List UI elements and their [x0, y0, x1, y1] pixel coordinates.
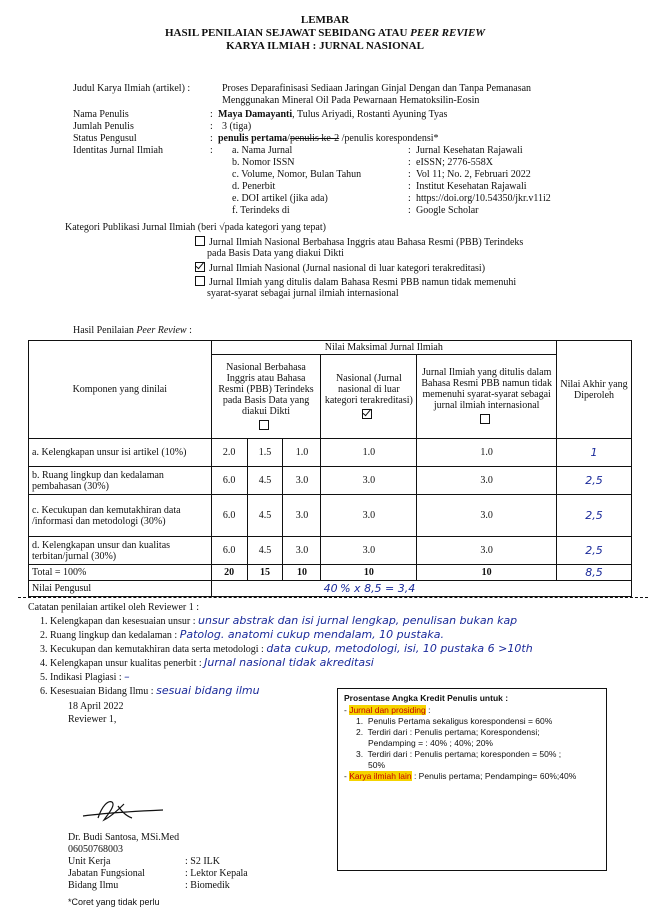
info-item3-line1: Terdiri dari : Penulis pertama; koresponden = 50% ;	[367, 749, 562, 759]
row-label: c. Kecukupan dan kemutakhiran data /informasi dan metodologi (30%)	[29, 495, 212, 537]
status-value	[218, 133, 439, 145]
total-final-handwritten: 8,5	[557, 565, 632, 581]
info-item1-text: Penulis Pertama sekaligus korespondensi = 60%	[367, 716, 553, 726]
penulis-colon: :	[210, 109, 213, 120]
journal-value-d: Institut Kesehatan Rajawali	[416, 181, 527, 192]
total-label: Total = 100%	[29, 565, 212, 581]
jumlah-value: 3 (tiga)	[222, 121, 252, 132]
col1-header-text: Nasional Berbahasa Inggris atau Bahasa Resmi (PBB) Terindeks pada Basis Data yang diakui Dikti	[218, 361, 314, 417]
cell: 4.5	[247, 467, 283, 495]
hasil-label-italic: Peer Review	[136, 325, 187, 336]
status-slash: /	[287, 133, 290, 144]
identitas-label: Identitas Jurnal Ilmiah	[73, 145, 163, 156]
cell: 6.0	[211, 495, 247, 537]
catatan-handwriting: data cukup, metodologi, isi, 10 pustaka 6 >10th	[266, 642, 533, 655]
final-score-handwritten: 1	[557, 439, 632, 467]
status-bold: penulis pertama	[218, 133, 288, 144]
pengusul-pct-handwritten: 40	[323, 582, 338, 595]
journal-value-e: https://doi.org/10.54350/jkr.v11i2	[416, 193, 551, 204]
checkbox-icon[interactable]	[259, 420, 269, 430]
kategori-option-2	[195, 262, 485, 275]
penulis-value	[218, 109, 447, 121]
divider	[18, 597, 648, 598]
journal-colon-f: :	[408, 205, 411, 216]
journal-key-b: b. Nomor ISSN	[232, 157, 295, 168]
jumlah-label: Jumlah Penulis	[73, 121, 134, 132]
info-item3: 3. Terdiri dari : Penulis pertama; koresponden = 50% ;	[356, 749, 562, 759]
table-row	[29, 537, 632, 565]
hasil-label-suffix: :	[186, 325, 192, 336]
catatan-item	[28, 656, 650, 670]
hasil-label-prefix: Hasil Penilaian	[73, 325, 137, 336]
cell: 6.0	[211, 467, 247, 495]
info-item2: 2. Terdiri dari : Penulis pertama; Korespondensi;	[356, 727, 540, 737]
journal-colon-c: :	[408, 169, 411, 180]
info-section1-highlight: Jurnal dan prosiding	[349, 705, 426, 715]
final-score-handwritten: 2,5	[557, 467, 632, 495]
score-table	[28, 340, 632, 597]
catatan-handwriting: Jurnal nasional tidak akreditasi	[204, 656, 374, 669]
journal-key-d: d. Penerbit	[232, 181, 276, 192]
checkbox-icon[interactable]	[480, 414, 490, 424]
pengusul-calculation	[211, 581, 631, 597]
kategori-option-2-text: Jurnal Ilmiah Nasional (Jurnal nasional di luar kategori terakreditasi)	[209, 263, 486, 274]
info-section2-highlight: Karya ilmiah lain	[349, 771, 412, 781]
cell: 4.5	[247, 495, 283, 537]
journal-colon-d: :	[408, 181, 411, 192]
catatan-label: 2. Ruang lingkup dan kedalaman :	[40, 630, 178, 641]
info-section1: - Jurnal dan prosiding :	[344, 705, 431, 715]
cell: 6.0	[211, 537, 247, 565]
komponen-header: Komponen yang dinilai	[29, 341, 212, 439]
info-item1: 1. Penulis Pertama sekaligus korespondensi = 60%	[356, 716, 553, 726]
info-item3-line2: 50%	[368, 760, 386, 770]
table-row	[29, 495, 632, 537]
row-label: a. Kelengkapan unsur isi artikel (10%)	[29, 439, 212, 467]
total-row	[29, 565, 632, 581]
cell: 3.0	[321, 467, 417, 495]
catatan-label: 5. Indikasi Plagiasi :	[40, 672, 122, 683]
final-score-handwritten: 2,5	[557, 537, 632, 565]
cell: 3.0	[283, 467, 321, 495]
cell: 3.0	[417, 467, 557, 495]
row-label: d. Kelengkapan unsur dan kualitas terbitan/jurnal (30%)	[29, 537, 212, 565]
cell: 10	[417, 565, 557, 581]
catatan-item	[28, 670, 650, 684]
journal-key-f: f. Terindeks di	[232, 205, 290, 216]
cell: 3.0	[321, 537, 417, 565]
catatan-item	[28, 614, 650, 628]
cell: 1.5	[247, 439, 283, 467]
journal-value-a: Jurnal Kesehatan Rajawali	[416, 145, 523, 156]
doc-title-line2	[0, 27, 650, 39]
journal-colon-e: :	[408, 193, 411, 204]
table-row	[29, 467, 632, 495]
journal-colon-a: :	[408, 145, 411, 156]
credit-info-box	[337, 688, 607, 871]
reviewer-role: Reviewer 1,	[68, 714, 117, 725]
cell: 15	[247, 565, 283, 581]
cell: 3.0	[417, 495, 557, 537]
journal-key-a: a. Nama Jurnal	[232, 145, 293, 156]
checkbox-icon[interactable]	[195, 236, 205, 246]
doc-title-line1: LEMBAR	[300, 14, 350, 26]
nilai-maksimal-header: Nilai Maksimal Jurnal Ilmiah	[211, 341, 556, 355]
judul-label: Judul Karya Ilmiah (artikel) :	[73, 83, 191, 94]
doc-title-line2-italic: PEER REVIEW	[410, 27, 486, 39]
status-colon: :	[210, 133, 213, 144]
unit-value: : S2 ILK	[185, 856, 220, 867]
col1-header	[211, 355, 321, 439]
journal-value-b: eISSN; 2776-558X	[416, 157, 493, 168]
info-title: Prosentase Angka Kredit Penulis untuk :	[344, 693, 509, 703]
catatan-handwriting: sesuai bidang ilmu	[156, 684, 260, 697]
hasil-label	[73, 325, 192, 337]
checked-checkbox-icon[interactable]	[362, 409, 372, 419]
journal-key-c: c. Volume, Nomor, Bulan Tahun	[232, 169, 362, 180]
info-item2-line2: Pendamping = : 40% ; 40%; 20%	[368, 738, 493, 748]
catatan-item	[28, 642, 650, 656]
pengusul-row	[29, 581, 632, 597]
status-strike: penulis ke-2	[289, 133, 340, 144]
cell: 10	[321, 565, 417, 581]
journal-colon-b: :	[408, 157, 411, 168]
footnote: *Coret yang tidak perlu	[68, 897, 160, 907]
doc-title-line2-text: HASIL PENILAIAN SEJAWAT SEBIDANG ATAU	[164, 27, 411, 39]
penulis-label: Nama Penulis	[73, 109, 129, 120]
cell: 3.0	[321, 495, 417, 537]
reviewer-nip: 06050768003	[68, 844, 123, 855]
catatan-section	[28, 601, 650, 698]
info-section2: - Karya ilmiah lain : Penulis pertama; Pendamping= 60%;40%	[344, 771, 577, 781]
penulis-rest: , Tulus Ariyadi, Rostanti Ayuning Tyas	[292, 109, 448, 120]
cell: 3.0	[283, 495, 321, 537]
penulis-bold: Maya Damayanti	[218, 109, 293, 120]
journal-value-c: Vol 11; No. 2, Februari 2022	[416, 169, 531, 180]
status-rest: /penulis korespondensi*	[339, 133, 439, 144]
cell: 1.0	[321, 439, 417, 467]
final-score-handwritten: 2,5	[557, 495, 632, 537]
jabatan-label: Jabatan Fungsional	[68, 868, 145, 879]
jumlah-colon: :	[210, 121, 213, 132]
catatan-label: 6. Kesesuaian Bidang Ilmu :	[40, 686, 154, 697]
pengusul-label: Nilai Pengusul	[29, 581, 212, 597]
judul-value-line2: Menggunakan Mineral Oil Pada Pewarnaan Hematoksilin-Eosin	[222, 95, 480, 106]
bidang-value: : Biomedik	[185, 880, 230, 891]
catatan-item	[28, 628, 650, 642]
cell: 3.0	[283, 537, 321, 565]
checkbox-icon[interactable]	[195, 276, 205, 286]
catatan-handwriting: unsur abstrak dan isi jurnal lengkap, penulisan bukan kap	[198, 614, 518, 627]
identitas-colon: :	[210, 145, 213, 156]
cell: 4.5	[247, 537, 283, 565]
col2-header	[321, 355, 417, 439]
cell: 20	[211, 565, 247, 581]
catatan-handwriting: –	[124, 670, 130, 683]
catatan-handwriting: Patolog. anatomi cukup mendalam, 10 pustaka.	[179, 628, 445, 641]
pengusul-formula: % x 8,5 = 3,4	[340, 582, 416, 595]
info-item2-line1: Terdiri dari : Penulis pertama; Korespondensi;	[367, 727, 540, 737]
jabatan-value: : Lektor Kepala	[185, 868, 248, 879]
kategori-option-1-line2: pada Basis Data yang diakui Dikti	[207, 248, 344, 259]
kategori-option-1-line1: Jurnal Ilmiah Nasional Berbahasa Inggris atau Bahasa Resmi (PBB) Terindeks	[209, 237, 524, 248]
judul-value-line1: Proses Deparafinisasi Sediaan Jaringan Ginjal Dengan dan Tanpa Pemanasan	[222, 83, 532, 94]
review-date: 18 April 2022	[68, 701, 124, 712]
checked-checkbox-icon[interactable]	[195, 262, 205, 272]
row-label: b. Ruang lingkup dan kedalaman pembahasan (30%)	[29, 467, 212, 495]
cell: 2.0	[211, 439, 247, 467]
col2-header-text: Nasional (Jurnal nasional di luar kategori terakreditasi)	[324, 372, 413, 406]
cell: 1.0	[283, 439, 321, 467]
signature-image	[78, 796, 168, 826]
catatan-label: 3. Kecukupan dan kemutakhiran data serta metodologi :	[40, 644, 264, 655]
reviewer-name: Dr. Budi Santosa, MSi.Med	[68, 832, 180, 843]
col3-header	[417, 355, 557, 439]
info-section2-text: : Penulis pertama; Pendamping= 60%;40%	[413, 771, 577, 781]
bidang-label: Bidang Ilmu	[68, 880, 119, 891]
doc-title-line3: KARYA ILMIAH : JURNAL NASIONAL	[226, 40, 424, 52]
nilai-akhir-header: Nilai Akhir yang Diperoleh	[557, 341, 632, 439]
cell: 3.0	[417, 537, 557, 565]
catatan-label: 4. Kelengkapan unsur kualitas penerbit :	[40, 658, 202, 669]
catatan-label: 1. Kelengkapan dan kesesuaian unsur :	[40, 616, 196, 627]
status-label: Status Pengusul	[73, 133, 137, 144]
journal-value-f: Google Scholar	[416, 205, 479, 216]
journal-key-e: e. DOI artikel (jika ada)	[232, 193, 328, 204]
catatan-title: Catatan penilaian artikel oleh Reviewer 1 :	[28, 602, 200, 613]
table-row	[29, 439, 632, 467]
unit-label: Unit Kerja	[68, 856, 111, 867]
kategori-option-3-line1: Jurnal Ilmiah yang ditulis dalam Bahasa Resmi PBB namun tidak memenuhi	[209, 277, 517, 288]
col3-header-text: Jurnal Ilmiah yang ditulis dalam Bahasa Resmi PBB namun tidak memenuhi syarat-syarat sebagai jurnal ilmiah internasional	[421, 367, 552, 411]
cell: 10	[283, 565, 321, 581]
kategori-label: Kategori Publikasi Jurnal Ilmiah (beri √pada kategori yang tepat)	[65, 222, 326, 233]
cell: 1.0	[417, 439, 557, 467]
kategori-option-3-line2: syarat-syarat sebagai jurnal ilmiah internasional	[207, 288, 399, 299]
